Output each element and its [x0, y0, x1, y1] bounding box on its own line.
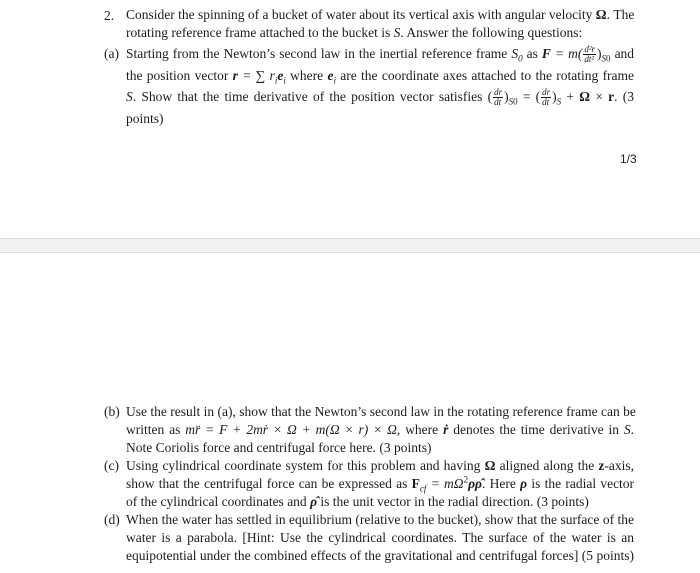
question-intro-line-1: Consider the spinning of a bucket of water about its vertical axis with angular velocity Ω. The — [126, 7, 635, 22]
part-b-line-1: Use the result in (a), show that the Newton’s second law in the rotating reference frame can be — [126, 404, 636, 419]
question-number: 2. — [104, 8, 115, 23]
part-b-line-3: Note Coriolis force and centrifugal force here. (3 points) — [126, 440, 432, 455]
part-a-line-3: S. Show that the time derivative of the position vector satisfies ( $\frac{dr}{dt}$ )$_{S0}$ = ( $\frac{dr}{dt}$ )$_S + \Omega \times r$. (3 — [126, 87, 635, 108]
part-b-line-2: written as mr̈ = F + 2mṙ × Ω + m(Ω × r) × Ω, where ṙ denotes the time derivative in S. — [126, 422, 634, 437]
part-b-label: (b) — [104, 404, 120, 419]
part-a-line-4: points) — [126, 111, 164, 126]
fraction-d2r-dt2: $\frac{\text{d²r}}{\text{dt²}}$ — [584, 44, 596, 65]
part-c-line-1: Using cylindrical coordinate system for this problem and having Ω aligned along the z-axis, — [126, 458, 634, 473]
part-a-line-1: Starting from the Newton’s second law in the inertial reference frame $S_0$ as F = m( $\frac{\text{d²r}}{\text{dt²}}$ )$_{S0}$ and — [126, 44, 635, 65]
omega-symbol: Ω — [595, 7, 607, 22]
fraction-dr-dt-rotating: $\frac{dr}{dt}$ — [542, 87, 551, 108]
part-c-label: (c) — [104, 458, 119, 473]
part-d-line-3: equipotential under the combined effects of the gravitational and centrifugal forces] (5 points) — [126, 548, 634, 563]
part-d-label: (d) — [104, 512, 120, 527]
page-number: 1/3 — [620, 152, 637, 166]
part-d-line-2: water is a parabola. [Hint: Use the cylindrical coordinates. The surface of the water is an — [126, 530, 634, 545]
part-c-line-2: show that the centrifugal force can be expressed as $F_{cf}$ = $m\Omega^2\rho\rhô$. Here ρ is the radial vector — [126, 474, 635, 494]
page-2 — [0, 252, 700, 573]
equation-rotating-newton: mr̈ = F + 2mṙ × Ω + m(Ω × r) × Ω — [185, 422, 397, 437]
part-a-line-2: the position vector r = ∑ $r_ie_i$ where $e_i$ are the coordinate axes attached to the rotating frame — [126, 68, 635, 86]
part-c-line-3: of the cylindrical coordinates and ρ̂ is the unit vector in the radial direction. (3 points) — [126, 494, 589, 509]
part-d-line-1: When the water has settled in equilibrium (relative to the bucket), show that the surface of the — [126, 512, 634, 527]
page-1 — [0, 0, 700, 239]
question-intro-line-2: rotating reference frame attached to the bucket is S. Answer the following questions: — [126, 25, 583, 40]
part-a-label: (a) — [104, 46, 119, 61]
fraction-dr-dt-inertial: $\frac{dr}{dt}$ — [494, 87, 503, 108]
